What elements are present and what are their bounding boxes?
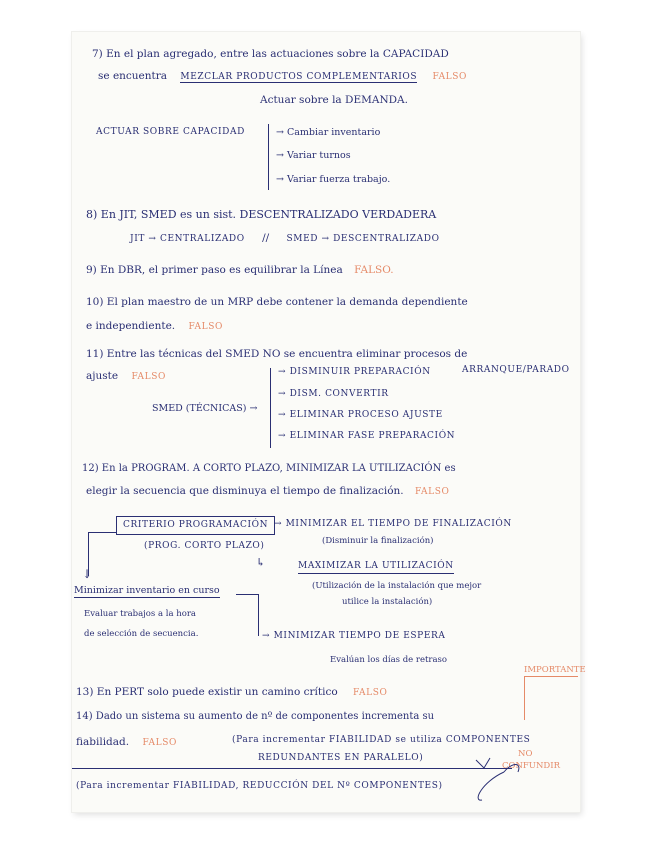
- notebook-page: [72, 32, 586, 812]
- q12-min-inv: Minimizar inventario en curso: [74, 585, 220, 596]
- q11-item-3: → ELIMINAR PROCESO AJUSTE: [278, 410, 443, 420]
- q14-false: FALSO: [142, 738, 177, 748]
- q14-line2-text: fiabilidad.: [76, 736, 130, 748]
- q11-false: FALSO: [131, 372, 166, 382]
- q9-false: FALSO.: [354, 264, 394, 276]
- q14-note1: (Para incrementar FIABILIDAD se utiliza COMPONENTES: [232, 735, 531, 745]
- q12-false: FALSO: [414, 487, 450, 497]
- q12-down-arrow: ↓: [82, 567, 93, 581]
- q12-min-espera: → MINIMIZAR TIEMPO DE ESPERA: [262, 631, 446, 641]
- q7-line2-pre: se encuentra: [98, 70, 168, 82]
- q8-smed: SMED → DESCENTRALIZADO: [286, 234, 440, 244]
- q14-curve-arrow: [72, 32, 580, 812]
- q12-min-inv-sub2: de selección de secuencia.: [84, 629, 199, 639]
- q12-min-inv-sub1: Evaluar trabajos a la hora: [84, 609, 196, 619]
- q12-min-tiempo: → MINIMIZAR EL TIEMPO DE FINALIZACIÓN: [274, 519, 512, 529]
- q8-separator: //: [262, 232, 270, 244]
- q11-item-1: → DISMINUIR PREPARACIÓN: [278, 367, 431, 377]
- q7-item-2: → Variar turnos: [276, 150, 351, 161]
- q12-criterio-box: CRITERIO PROGRAMACIÓN: [116, 516, 275, 535]
- q14-note3: (Para incrementar FIABILIDAD, REDUCCIÓN DEL Nº COMPONENTES): [76, 781, 443, 791]
- q10-false: FALSO: [188, 322, 223, 332]
- q13-false: FALSO: [353, 688, 388, 698]
- q11-line2-text: ajuste: [86, 370, 119, 382]
- q7-item-1: → Cambiar inventario: [276, 127, 381, 138]
- q7-item-3: → Variar fuerza trabajo.: [276, 174, 391, 185]
- q12-return-arrow: ↳: [256, 556, 266, 569]
- q13-tag: IMPORTANTE: [524, 665, 586, 675]
- q11-line1: 11) Entre las técnicas del SMED NO se encuentra eliminar procesos de: [86, 348, 468, 360]
- q10-line2-text: e independiente.: [86, 320, 176, 332]
- q14-line1: 14) Dado un sistema su aumento de nº de componentes incrementa su: [76, 711, 435, 722]
- q9-text: 9) En DBR, el primer paso es equilibrar la Línea: [86, 264, 343, 276]
- q7-actuar-label: ACTUAR SOBRE CAPACIDAD: [96, 127, 245, 137]
- q11-item-4: → ELIMINAR FASE PREPARACIÓN: [278, 431, 456, 441]
- q12-min-tiempo-sub: (Disminuir la finalización): [322, 536, 434, 546]
- q14-no: NO: [518, 749, 533, 759]
- q7-line1: 7) En el plan agregado, entre las actuaciones sobre la CAPACIDAD: [92, 48, 449, 60]
- q12-max-util-sub1: (Utilización de la instalación que mejor: [312, 581, 482, 591]
- q13-text: 13) En PERT solo puede existir un camino crítico: [76, 686, 338, 698]
- q7-line3: Actuar sobre la DEMANDA.: [260, 94, 408, 106]
- q10-line1: 10) El plan maestro de un MRP debe contener la demanda dependiente: [86, 296, 468, 308]
- q7-line2-underlined: MEZCLAR PRODUCTOS COMPLEMENTARIOS: [180, 72, 418, 82]
- q12-line2-text: elegir la secuencia que disminuya el tiempo de finalización.: [86, 485, 404, 497]
- q12-min-espera-sub: Evalúan los días de retraso: [330, 655, 447, 665]
- q8-jit: JIT → CENTRALIZADO: [130, 234, 245, 244]
- q14-confundir: CONFUNDIR: [502, 761, 560, 771]
- q12-max-util: MAXIMIZAR LA UTILIZACIÓN: [298, 560, 454, 574]
- q11-smed-label: SMED (TÉCNICAS) →: [152, 403, 258, 414]
- q12-max-util-sub2: utilice la instalación): [342, 597, 433, 607]
- q8-line1: 8) En JIT, SMED es un sist. DESCENTRALIZADO VERDADERA: [86, 208, 437, 221]
- q14-note2: REDUNDANTES EN PARALELO): [258, 753, 424, 763]
- q11-item-1b: ARRANQUE/PARADO: [462, 365, 570, 375]
- q12-line1: 12) En la PROGRAM. A CORTO PLAZO, MINIMIZAR LA UTILIZACIÓN es: [82, 463, 456, 474]
- q12-criterio-sub: (PROG. CORTO PLAZO): [144, 541, 265, 551]
- q11-item-2: → DISM. CONVERTIR: [278, 389, 389, 399]
- q7-false: FALSO: [432, 72, 467, 82]
